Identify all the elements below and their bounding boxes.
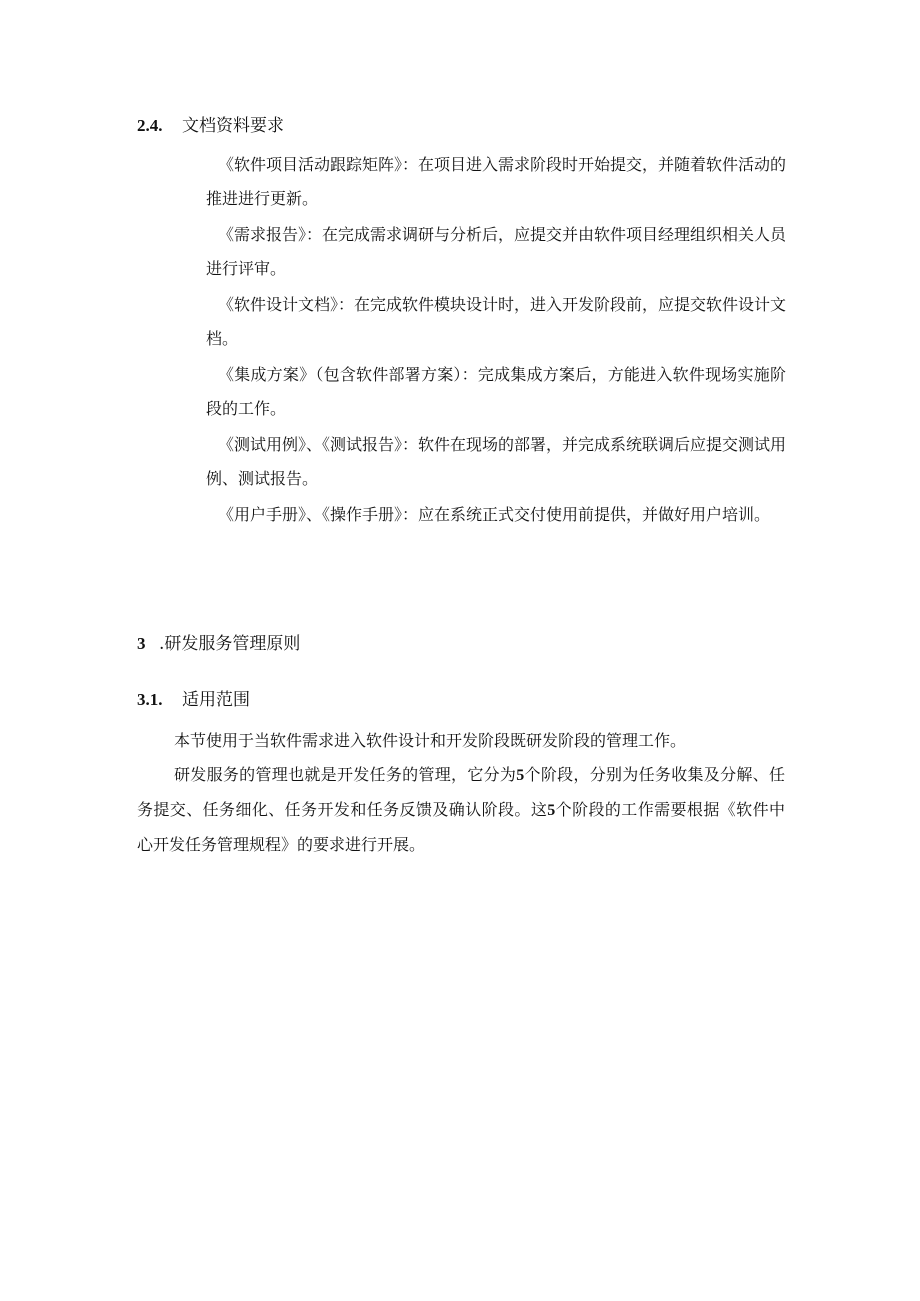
list-item: 《测试用例》、《测试报告》：软件在现场的部署，并完成系统联调后应提交测试用例、测试报告。: [206, 435, 787, 488]
section-3-1-body: [137, 724, 785, 862]
section-title: 文档资料要求: [182, 116, 284, 136]
stage-count: 5: [547, 802, 556, 819]
paragraph: [137, 758, 785, 862]
section-number: 2.4.: [137, 116, 163, 135]
section-number: 3.1.: [137, 690, 163, 709]
section-heading-3-1: [137, 688, 250, 712]
section-number: 3: [137, 634, 146, 653]
stage-count: 5: [516, 767, 525, 784]
section-title: 适用范围: [182, 690, 250, 710]
section-heading-3: [137, 632, 300, 656]
paragraph-text: 个阶段的工作需要根据《软件中心开发任务管理规程》的要求进行开展。: [137, 800, 785, 854]
paragraph-text: 个阶段，分别为任务收集及分解、任务提交、任务细化、任务开发和任务反馈及确认阶段。这: [137, 765, 785, 819]
list-item: 《软件项目活动跟踪矩阵》：在项目进入需求阶段时开始提交，并随着软件活动的推进进行更新。: [206, 155, 787, 208]
list-item: 《软件设计文档》：在完成软件模块设计时，进入开发阶段前，应提交软件设计文档。: [206, 295, 787, 348]
document-requirements-list: [206, 148, 786, 534]
list-item: 《需求报告》：在完成需求调研与分析后，应提交并由软件项目经理组织相关人员进行评审。: [206, 225, 787, 278]
paragraph-text: 研发服务的管理也就是开发任务的管理，它分为: [174, 765, 517, 784]
list-item: 《集成方案》（包含软件部署方案）：完成集成方案后，方能进入软件现场实施阶段的工作。: [206, 365, 786, 418]
paragraph: 本节使用于当软件需求进入软件设计和开发阶段既研发阶段的管理工作。: [174, 731, 687, 750]
list-item: 《用户手册》、《操作手册》：应在系统正式交付使用前提供，并做好用户培训。: [218, 505, 771, 524]
section-heading-2-4: [137, 114, 284, 138]
section-title: .研发服务管理原则: [159, 634, 301, 654]
